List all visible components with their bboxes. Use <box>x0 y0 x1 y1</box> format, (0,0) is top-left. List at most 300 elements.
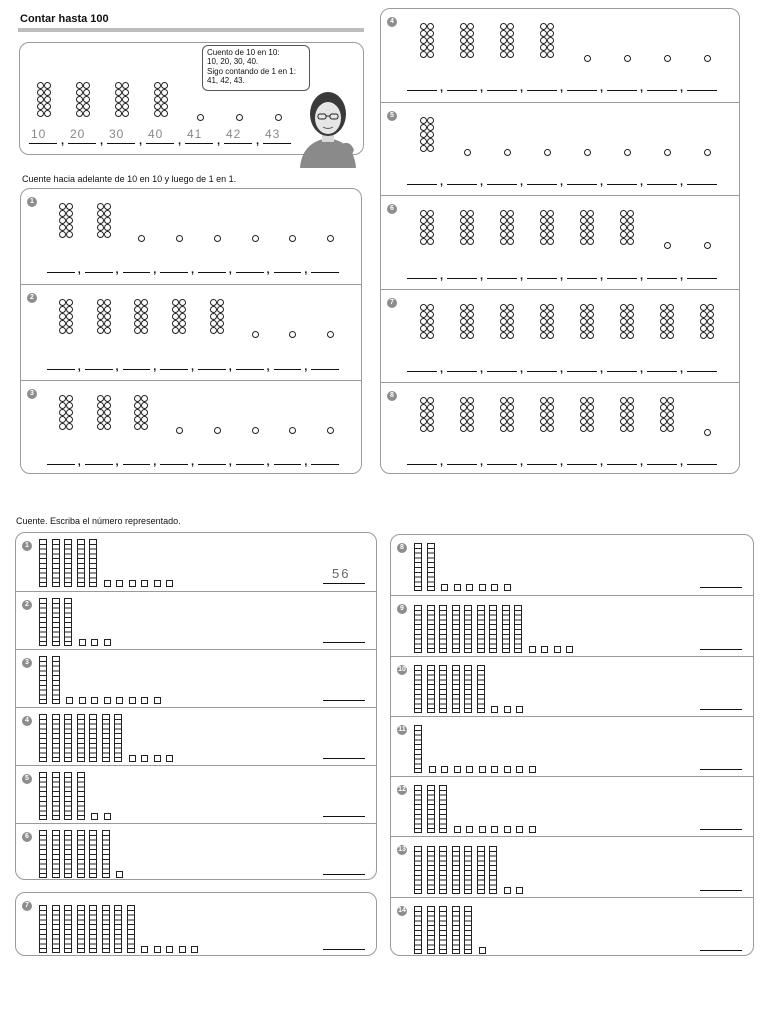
dot <box>420 51 427 58</box>
answer-blank <box>224 143 252 144</box>
dot <box>460 231 467 238</box>
problem-number: 1 <box>22 541 32 551</box>
answer-blank[interactable] <box>47 272 75 273</box>
comma: , <box>640 82 644 95</box>
answer-line[interactable] <box>700 649 742 650</box>
dot <box>427 23 434 30</box>
answer-blank[interactable] <box>527 90 557 91</box>
dot-pair <box>460 37 474 44</box>
comma: , <box>304 455 308 468</box>
unit-cube <box>154 580 161 587</box>
answer-line[interactable] <box>700 890 742 891</box>
comma: , <box>191 455 195 468</box>
unit-cube <box>466 584 473 591</box>
traced-answer: 42 <box>226 127 242 141</box>
dot-pair <box>620 404 634 411</box>
answer-blank[interactable] <box>47 464 75 465</box>
dot <box>210 306 217 313</box>
answer-blank[interactable] <box>487 464 517 465</box>
dot <box>134 416 141 423</box>
one-dot <box>327 427 334 434</box>
dot <box>460 238 467 245</box>
dot <box>217 299 224 306</box>
dot <box>540 318 547 325</box>
unit-cube <box>504 887 511 894</box>
dot <box>115 103 122 110</box>
dot <box>540 224 547 231</box>
answer-blank[interactable] <box>527 371 557 372</box>
dot-pair <box>540 224 554 231</box>
dot <box>467 231 474 238</box>
dot <box>540 210 547 217</box>
dot-pair <box>540 318 554 325</box>
dot <box>134 423 141 430</box>
dot <box>580 418 587 425</box>
ten-rod <box>427 785 435 833</box>
answer-blank[interactable] <box>687 371 717 372</box>
dot-pair <box>59 306 73 313</box>
answer-blank[interactable] <box>527 184 557 185</box>
dot <box>97 423 104 430</box>
dot <box>59 313 66 320</box>
dot <box>122 103 129 110</box>
answer-blank[interactable] <box>487 371 517 372</box>
answer-blank[interactable] <box>567 464 597 465</box>
dot <box>217 313 224 320</box>
dot <box>427 145 434 152</box>
dot <box>217 327 224 334</box>
answer-blank[interactable] <box>160 464 188 465</box>
one-dot <box>214 427 221 434</box>
dot-pair <box>500 325 514 332</box>
dot <box>420 145 427 152</box>
comma: , <box>680 455 684 468</box>
dot-pair <box>76 110 90 117</box>
ten-rod <box>52 539 60 587</box>
answer-blank[interactable] <box>647 371 677 372</box>
dot <box>420 404 427 411</box>
comma: , <box>640 269 644 282</box>
dot <box>460 318 467 325</box>
dot-pair <box>500 318 514 325</box>
dot <box>420 418 427 425</box>
dot <box>179 327 186 334</box>
dot <box>507 304 514 311</box>
dot-pair <box>620 411 634 418</box>
dot-pair <box>580 318 594 325</box>
dot <box>420 231 427 238</box>
dot <box>427 411 434 418</box>
dot-pair <box>420 418 434 425</box>
unit-cube <box>454 584 461 591</box>
answer-line[interactable] <box>700 587 742 588</box>
dot <box>580 318 587 325</box>
dot <box>500 418 507 425</box>
ten-rod <box>414 846 422 894</box>
speech-bubble: Cuento de 10 en 10: 10, 20, 30, 40. Sigo contando de 1 en 1: 41, 42, 43. <box>202 45 310 91</box>
dot <box>172 320 179 327</box>
answer-line[interactable] <box>700 769 742 770</box>
answer-blank[interactable] <box>274 464 302 465</box>
dot <box>620 404 627 411</box>
dot <box>59 224 66 231</box>
unit-cube <box>504 826 511 833</box>
problem-number: 8 <box>397 543 407 553</box>
dot-pair <box>154 89 168 96</box>
dot <box>104 327 111 334</box>
answer-blank[interactable] <box>447 278 477 279</box>
dot-pair <box>134 299 148 306</box>
ten-rod <box>39 772 47 820</box>
dot-pair <box>700 318 714 325</box>
answer-blank[interactable] <box>274 272 302 273</box>
dot <box>97 306 104 313</box>
dot <box>547 332 554 339</box>
dot <box>154 89 161 96</box>
dot <box>104 306 111 313</box>
ten-rod <box>39 656 47 704</box>
dot-pair <box>154 82 168 89</box>
comma: , <box>640 455 644 468</box>
dot-pair <box>97 313 111 320</box>
dot <box>467 318 474 325</box>
dot-pair <box>500 411 514 418</box>
one-dot <box>289 331 296 338</box>
dot-pair <box>97 217 111 224</box>
dot-pair <box>620 397 634 404</box>
one-dot <box>704 149 711 156</box>
dot <box>460 425 467 432</box>
answer-blank[interactable] <box>407 464 437 465</box>
one-dot <box>544 149 551 156</box>
dot-pair <box>37 96 51 103</box>
comma: , <box>440 82 444 95</box>
one-dot <box>464 149 471 156</box>
one-dot <box>584 149 591 156</box>
dot <box>540 23 547 30</box>
dot <box>427 217 434 224</box>
dot-pair <box>97 299 111 306</box>
answer-blank[interactable] <box>123 464 151 465</box>
dot <box>97 313 104 320</box>
dot-pair <box>620 418 634 425</box>
dot-pair <box>500 238 514 245</box>
one-dot <box>176 427 183 434</box>
dot <box>154 103 161 110</box>
dot <box>580 404 587 411</box>
dot <box>104 299 111 306</box>
answer-blank[interactable] <box>236 369 264 370</box>
unit-cube <box>154 697 161 704</box>
dot <box>172 327 179 334</box>
ten-rod <box>427 906 435 954</box>
blocks-problem <box>16 707 376 765</box>
dot <box>460 404 467 411</box>
unit-cube <box>466 826 473 833</box>
dot-pair <box>59 409 73 416</box>
dot <box>97 203 104 210</box>
dot <box>667 318 674 325</box>
dot <box>627 224 634 231</box>
dot <box>134 306 141 313</box>
answer-line[interactable] <box>323 642 365 643</box>
answer-blank[interactable] <box>311 272 339 273</box>
dot <box>427 325 434 332</box>
dot-pair <box>620 210 634 217</box>
dot <box>507 325 514 332</box>
section1-instruction: Cuente hacia adelante de 10 en 10 y luego de 1 en 1. <box>22 174 237 184</box>
answer-blank[interactable] <box>687 184 717 185</box>
dot <box>500 231 507 238</box>
comma: , <box>440 176 444 189</box>
answer-blank[interactable] <box>198 272 226 273</box>
dot-pair <box>420 117 434 124</box>
dot <box>66 313 73 320</box>
dot-pair <box>420 318 434 325</box>
dot <box>460 210 467 217</box>
answer-line[interactable] <box>323 949 365 950</box>
dot-pair <box>540 411 554 418</box>
answer-blank[interactable] <box>607 184 637 185</box>
answer-blank[interactable] <box>407 184 437 185</box>
dot <box>460 44 467 51</box>
unit-cube <box>479 584 486 591</box>
answer-blank[interactable] <box>274 369 302 370</box>
answer-blank[interactable] <box>236 464 264 465</box>
answer-line[interactable] <box>323 874 365 875</box>
ten-rod <box>439 605 447 653</box>
dot <box>97 327 104 334</box>
ten-rod <box>414 906 422 954</box>
comma: , <box>228 360 232 373</box>
answer-blank[interactable] <box>607 464 637 465</box>
dot-pair <box>420 224 434 231</box>
answer-blank[interactable] <box>687 278 717 279</box>
answer-blank[interactable] <box>407 371 437 372</box>
answer-blank[interactable] <box>123 272 151 273</box>
dot-pair <box>540 231 554 238</box>
unit-cube <box>79 697 86 704</box>
answer-blank[interactable] <box>311 464 339 465</box>
answer-blank[interactable] <box>647 184 677 185</box>
answer-blank[interactable] <box>527 464 557 465</box>
answer-blank[interactable] <box>487 184 517 185</box>
dot-pair <box>210 299 224 306</box>
answer-blank[interactable] <box>447 184 477 185</box>
dot-pair <box>580 397 594 404</box>
counting-problem <box>21 284 361 379</box>
dot <box>500 30 507 37</box>
dot <box>44 110 51 117</box>
answer-blank[interactable] <box>447 371 477 372</box>
dot <box>500 404 507 411</box>
answer-blank[interactable] <box>85 464 113 465</box>
ten-rod <box>514 605 522 653</box>
dot <box>707 311 714 318</box>
dot <box>540 311 547 318</box>
answer-blank[interactable] <box>607 371 637 372</box>
answer-blank[interactable] <box>567 371 597 372</box>
dot-pair <box>580 231 594 238</box>
blocks-problem <box>16 591 376 649</box>
answer-blank[interactable] <box>447 90 477 91</box>
dot-pair <box>210 320 224 327</box>
dot <box>460 37 467 44</box>
answer-blank[interactable] <box>47 369 75 370</box>
dot-pair <box>172 299 186 306</box>
answer-blank[interactable] <box>85 369 113 370</box>
dot <box>122 110 129 117</box>
dot-pair <box>500 397 514 404</box>
ten-rod <box>439 665 447 713</box>
dot <box>667 332 674 339</box>
answer-blank[interactable] <box>567 278 597 279</box>
ten-rod <box>464 906 472 954</box>
answer-blank[interactable] <box>487 278 517 279</box>
answer-blank[interactable] <box>123 369 151 370</box>
answer-blank[interactable] <box>236 272 264 273</box>
dot <box>460 325 467 332</box>
dot <box>500 304 507 311</box>
problem-number: 7 <box>22 901 32 911</box>
problem-number: 5 <box>387 111 397 121</box>
one-dot <box>704 55 711 62</box>
answer-blank[interactable] <box>160 369 188 370</box>
answer-blank[interactable] <box>647 90 677 91</box>
dot-pair <box>115 89 129 96</box>
answer-blank[interactable] <box>567 184 597 185</box>
dot-pair <box>660 397 674 404</box>
comma: , <box>77 455 81 468</box>
dot <box>97 231 104 238</box>
answer-blank[interactable] <box>607 278 637 279</box>
answer-line[interactable] <box>323 816 365 817</box>
dot <box>500 325 507 332</box>
dot-pair <box>500 304 514 311</box>
one-dot <box>252 427 259 434</box>
problem-number: 11 <box>398 725 406 733</box>
dot <box>460 304 467 311</box>
dot <box>500 37 507 44</box>
dot <box>172 313 179 320</box>
dot <box>37 110 44 117</box>
answer-line[interactable] <box>700 709 742 710</box>
dot <box>141 327 148 334</box>
dot-pair <box>59 395 73 402</box>
one-dot <box>289 235 296 242</box>
dot <box>507 44 514 51</box>
answer-blank[interactable] <box>407 90 437 91</box>
dot-pair <box>420 145 434 152</box>
problem-number: 5 <box>22 774 32 784</box>
dot-pair <box>59 402 73 409</box>
dot <box>37 89 44 96</box>
dot-pair <box>115 110 129 117</box>
dot <box>104 224 111 231</box>
dot <box>547 304 554 311</box>
comma: , <box>115 264 119 277</box>
dot <box>620 325 627 332</box>
dot <box>154 110 161 117</box>
answer-blank[interactable] <box>311 369 339 370</box>
ten-rod <box>64 830 72 878</box>
dot <box>467 37 474 44</box>
unit-cube <box>441 584 448 591</box>
comma: , <box>77 264 81 277</box>
answer-line[interactable] <box>323 758 365 759</box>
answer-blank[interactable] <box>687 90 717 91</box>
answer-line[interactable] <box>700 950 742 951</box>
dot-pair <box>460 397 474 404</box>
dot <box>507 23 514 30</box>
answer-blank[interactable] <box>198 369 226 370</box>
answer-blank[interactable] <box>647 278 677 279</box>
answer-blank[interactable] <box>447 464 477 465</box>
dot <box>97 320 104 327</box>
dot-pair <box>540 210 554 217</box>
answer-line[interactable] <box>323 700 365 701</box>
counting-problem <box>381 289 739 382</box>
dot <box>134 402 141 409</box>
answer-blank[interactable] <box>607 90 637 91</box>
dot <box>134 409 141 416</box>
dot <box>500 311 507 318</box>
dot <box>700 304 707 311</box>
comma: , <box>266 264 270 277</box>
dot-pair <box>59 231 73 238</box>
dot <box>580 397 587 404</box>
dot-pair <box>76 96 90 103</box>
unit-cube <box>116 580 123 587</box>
dot-pair <box>580 304 594 311</box>
dot <box>66 231 73 238</box>
dot <box>460 411 467 418</box>
dot-pair <box>115 82 129 89</box>
answer-blank[interactable] <box>407 278 437 279</box>
dot <box>620 318 627 325</box>
dot <box>467 217 474 224</box>
answer-line[interactable] <box>700 829 742 830</box>
answer-blank[interactable] <box>487 90 517 91</box>
one-dot <box>252 235 259 242</box>
dot <box>66 306 73 313</box>
dot <box>540 37 547 44</box>
dot <box>134 313 141 320</box>
dot-pair <box>620 425 634 432</box>
answer-blank[interactable] <box>687 464 717 465</box>
ten-rod <box>127 905 135 953</box>
answer-blank[interactable] <box>198 464 226 465</box>
dot <box>427 418 434 425</box>
dot <box>141 313 148 320</box>
answer-blank[interactable] <box>567 90 597 91</box>
dot <box>500 23 507 30</box>
dot <box>427 397 434 404</box>
dot <box>134 327 141 334</box>
ten-rod <box>427 846 435 894</box>
dot <box>134 320 141 327</box>
unit-cube <box>116 871 123 878</box>
dot <box>427 332 434 339</box>
answer-line[interactable] <box>323 583 365 584</box>
dot <box>427 304 434 311</box>
answer-blank[interactable] <box>160 272 188 273</box>
answer-blank[interactable] <box>647 464 677 465</box>
dot <box>627 411 634 418</box>
answer-blank[interactable] <box>85 272 113 273</box>
answer-blank[interactable] <box>527 278 557 279</box>
dot <box>620 217 627 224</box>
